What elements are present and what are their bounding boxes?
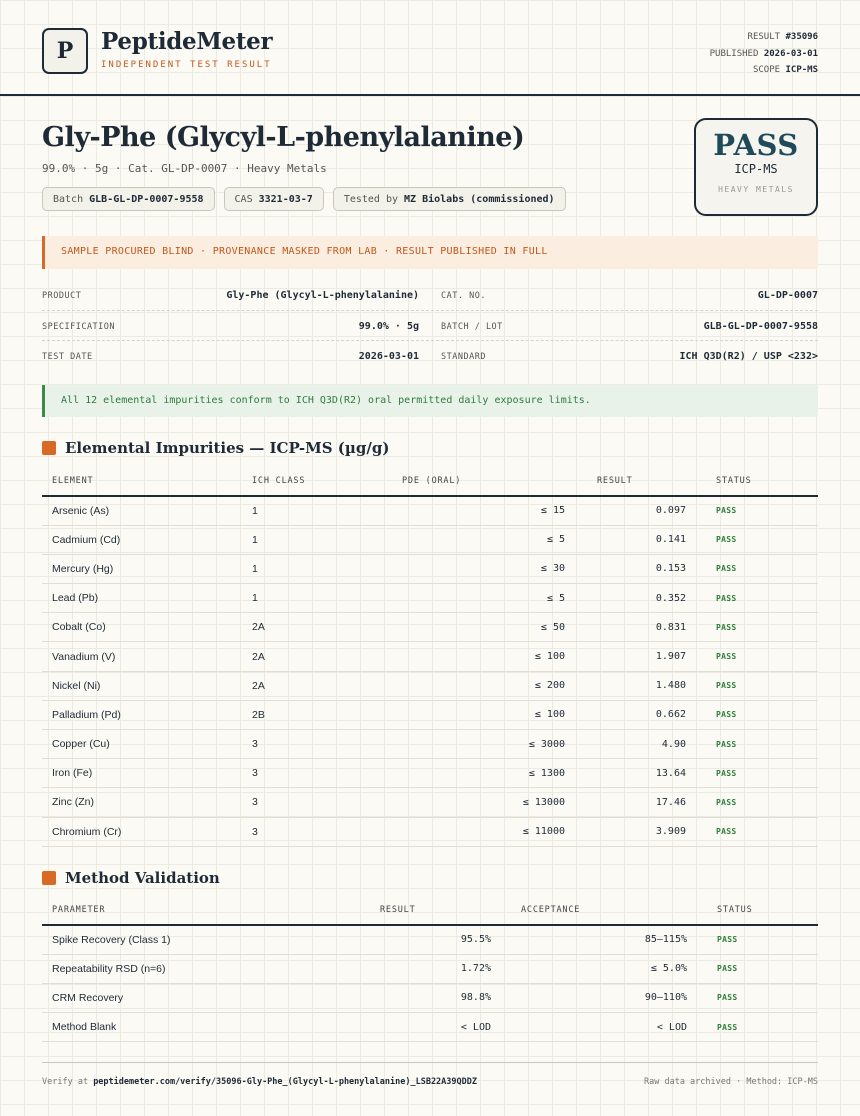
status-cell: PASS <box>696 759 818 788</box>
report-meta <box>710 29 818 79</box>
validation-table <box>42 895 818 1042</box>
status-cell: PASS <box>696 700 818 729</box>
status-cell: PASS <box>696 730 818 759</box>
status-cell: PASS <box>697 1013 818 1042</box>
column-header: ELEMENT <box>42 466 242 496</box>
result-cell: 95.5% <box>352 925 501 954</box>
table-row <box>42 525 818 554</box>
ich-class-cell: 2A <box>242 642 352 671</box>
result-cell: 98.8% <box>352 983 501 1012</box>
product-title: Gly-Phe (Glycyl-L-phenylalanine) <box>42 122 525 153</box>
footer-divider <box>42 1062 818 1063</box>
ich-class-cell: 1 <box>242 496 352 525</box>
table-header-row <box>42 466 818 496</box>
table-row <box>42 554 818 583</box>
acceptance-cell: 85–115% <box>501 925 697 954</box>
result-cell: 1.72% <box>352 954 501 983</box>
result-cell: 13.64 <box>575 759 696 788</box>
info-label: TEST DATE <box>42 352 93 362</box>
info-label: PRODUCT <box>42 291 82 301</box>
table-row <box>42 671 818 700</box>
footer-note: Raw data archived · Method: ICP-MS <box>644 1077 818 1087</box>
ich-class-cell: 3 <box>242 730 352 759</box>
info-row <box>42 280 818 311</box>
section-marker-icon <box>42 441 56 455</box>
column-header: STATUS <box>697 895 818 925</box>
status-cell: PASS <box>697 954 818 983</box>
pde-cell: ≤ 100 <box>352 700 575 729</box>
status-cell: PASS <box>696 613 818 642</box>
pde-cell: ≤ 13000 <box>352 788 575 817</box>
column-header: STATUS <box>696 466 818 496</box>
result-cell: < LOD <box>352 1013 501 1042</box>
tested-by-chip: Tested by MZ Biolabs (commissioned) <box>333 187 566 211</box>
verify-line: Verify at peptidemeter.com/verify/35096-Gly-Phe_(Glycyl-L-phenylalanine)_LSB22A39QDDZ <box>42 1077 477 1087</box>
table-row <box>42 730 818 759</box>
pde-cell: ≤ 3000 <box>352 730 575 759</box>
status-cell: PASS <box>697 983 818 1012</box>
ich-class-cell: 1 <box>242 584 352 613</box>
ich-class-cell: 2B <box>242 700 352 729</box>
element-cell: Cadmium (Cd) <box>42 525 242 554</box>
pde-cell: ≤ 30 <box>352 554 575 583</box>
ich-class-cell: 2A <box>242 613 352 642</box>
element-cell: Zinc (Zn) <box>42 788 242 817</box>
table-row <box>42 954 818 983</box>
pde-cell: ≤ 11000 <box>352 817 575 846</box>
element-cell: Mercury (Hg) <box>42 554 242 583</box>
scope-line: SCOPE ICP-MS <box>752 65 818 75</box>
brand-name: PeptideMeter <box>101 28 273 55</box>
status-cell: PASS <box>696 554 818 583</box>
element-cell: Palladium (Pd) <box>42 700 242 729</box>
verdict-method: ICP-MS <box>734 162 778 176</box>
table-row <box>42 496 818 525</box>
info-label: CAT. NO. <box>441 291 486 301</box>
ich-class-cell: 3 <box>242 788 352 817</box>
info-value: GLB-GL-DP-0007-9558 <box>703 320 818 332</box>
table-row <box>42 759 818 788</box>
section-marker-icon <box>42 871 56 885</box>
status-cell: PASS <box>696 817 818 846</box>
published-line: PUBLISHED 2026-03-01 <box>709 48 818 59</box>
column-header: RESULT <box>352 895 501 925</box>
logo-letter: P <box>56 38 74 64</box>
parameter-cell: CRM Recovery <box>42 983 352 1012</box>
element-cell: Iron (Fe) <box>42 759 242 788</box>
status-cell: PASS <box>697 925 818 954</box>
element-cell: Copper (Cu) <box>42 730 242 759</box>
status-cell: PASS <box>696 788 818 817</box>
column-header: PDE (ORAL) <box>352 466 575 496</box>
product-subtitle: 99.0% · 5g · Cat. GL-DP-0007 · Heavy Metals <box>42 162 327 175</box>
element-cell: Cobalt (Co) <box>42 613 242 642</box>
status-cell: PASS <box>696 496 818 525</box>
table-row <box>42 642 818 671</box>
status-cell: PASS <box>696 671 818 700</box>
conformance-banner: All 12 elemental impurities conform to ICH Q3D(R2) oral permitted daily exposure limits. <box>42 385 818 417</box>
result-cell: 0.153 <box>575 554 696 583</box>
validation-title: Method Validation <box>65 869 220 887</box>
parameter-cell: Spike Recovery (Class 1) <box>42 925 352 954</box>
pde-cell: ≤ 5 <box>352 525 575 554</box>
result-cell: 0.141 <box>575 525 696 554</box>
info-label: STANDARD <box>441 352 486 362</box>
batch-chip: Batch GLB-GL-DP-0007-9558 <box>42 187 215 211</box>
info-value: ICH Q3D(R2) / USP <232> <box>679 351 818 362</box>
info-value: 2026-03-01 <box>358 351 419 362</box>
ich-class-cell: 3 <box>242 759 352 788</box>
info-label: SPECIFICATION <box>42 321 116 332</box>
element-cell: Vanadium (V) <box>42 642 242 671</box>
impurities-section-header <box>42 439 389 457</box>
result-cell: 4.90 <box>575 730 696 759</box>
column-header: RESULT <box>575 466 696 496</box>
table-row <box>42 584 818 613</box>
impurities-title: Elemental Impurities — ICP-MS (µg/g) <box>65 439 390 457</box>
provenance-banner: SAMPLE PROCURED BLIND · PROVENANCE MASKED FROM LAB · RESULT PUBLISHED IN FULL <box>42 236 818 269</box>
info-value: 99.0% · 5g <box>358 320 419 332</box>
report-header <box>0 0 860 96</box>
status-cell: PASS <box>696 584 818 613</box>
table-row <box>42 788 818 817</box>
result-cell: 1.907 <box>575 642 696 671</box>
product-chips <box>42 187 566 211</box>
acceptance-cell: ≤ 5.0% <box>501 954 697 983</box>
logo-icon <box>42 28 88 74</box>
ich-class-cell: 3 <box>242 817 352 846</box>
table-row <box>42 1013 818 1042</box>
impurities-table <box>42 466 818 847</box>
result-cell: 3.909 <box>575 817 696 846</box>
parameter-cell: Repeatability RSD (n=6) <box>42 954 352 983</box>
result-cell: 0.831 <box>575 613 696 642</box>
pde-cell: ≤ 50 <box>352 613 575 642</box>
pde-cell: ≤ 200 <box>352 671 575 700</box>
result-cell: 1.480 <box>575 671 696 700</box>
table-row <box>42 925 818 954</box>
element-cell: Chromium (Cr) <box>42 817 242 846</box>
column-header: PARAMETER <box>42 895 352 925</box>
brand-tagline: INDEPENDENT TEST RESULT <box>101 60 272 70</box>
verdict-category: HEAVY METALS <box>718 185 794 194</box>
info-value: GL-DP-0007 <box>757 290 818 301</box>
pde-cell: ≤ 100 <box>352 642 575 671</box>
table-row <box>42 983 818 1012</box>
status-cell: PASS <box>696 525 818 554</box>
table-row <box>42 700 818 729</box>
result-cell: 0.662 <box>575 700 696 729</box>
acceptance-cell: < LOD <box>501 1013 697 1042</box>
info-value: Gly-Phe (Glycyl-L-phenylalanine) <box>226 290 419 301</box>
ich-class-cell: 2A <box>242 671 352 700</box>
result-cell: 17.46 <box>575 788 696 817</box>
element-cell: Lead (Pb) <box>42 584 242 613</box>
table-row <box>42 817 818 846</box>
ich-class-cell: 1 <box>242 525 352 554</box>
result-cell: 0.352 <box>575 584 696 613</box>
table-row <box>42 613 818 642</box>
result-cell: 0.097 <box>575 496 696 525</box>
column-header: ICH CLASS <box>242 466 352 496</box>
status-cell: PASS <box>696 642 818 671</box>
verify-link[interactable]: peptidemeter.com/verify/35096-Gly-Phe_(Glycyl-L-phenylalanine)_LSB22A39QDDZ <box>93 1077 477 1087</box>
pde-cell: ≤ 5 <box>352 584 575 613</box>
verdict: PASS <box>713 128 799 162</box>
result-id-line: RESULT #35096 <box>747 32 818 42</box>
parameter-cell: Method Blank <box>42 1013 352 1042</box>
pde-cell: ≤ 1300 <box>352 759 575 788</box>
acceptance-cell: 90–110% <box>501 983 697 1012</box>
product-info-grid <box>42 280 818 372</box>
info-row <box>42 341 818 372</box>
cas-chip: CAS 3321-03-7 <box>224 187 324 211</box>
element-cell: Arsenic (As) <box>42 496 242 525</box>
validation-section-header <box>42 869 220 887</box>
pass-badge <box>694 118 818 216</box>
table-header-row <box>42 895 818 925</box>
info-row <box>42 311 818 342</box>
column-header: ACCEPTANCE <box>501 895 697 925</box>
ich-class-cell: 1 <box>242 554 352 583</box>
pde-cell: ≤ 15 <box>352 496 575 525</box>
info-label: BATCH / LOT <box>441 321 503 332</box>
element-cell: Nickel (Ni) <box>42 671 242 700</box>
